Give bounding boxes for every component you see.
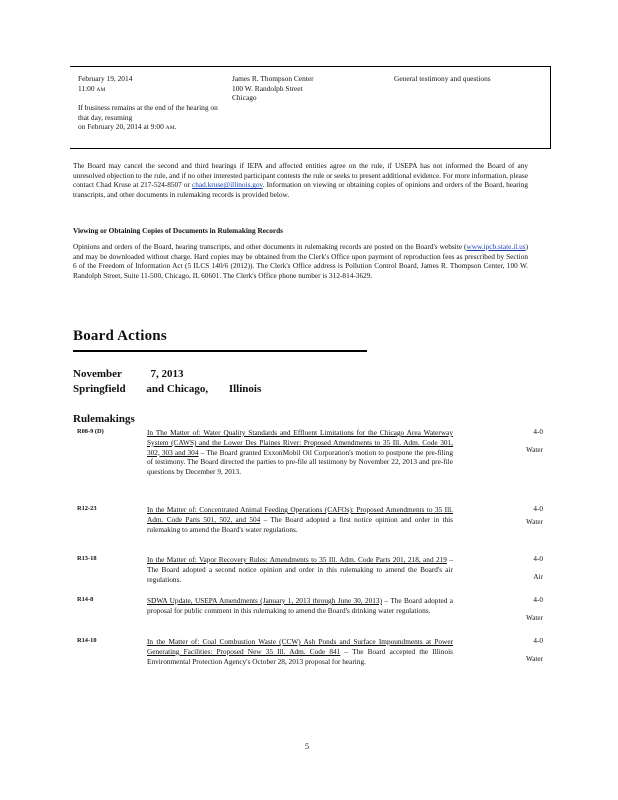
meeting-place-1: Springfield [73, 383, 126, 395]
board-actions-title: Board Actions [73, 328, 167, 344]
table-top-border [70, 66, 551, 67]
docket-summary: – The Board granted ExxonMobil Oil Corporation's motion to postpone the pre-filing of testimony. The Board directed the parties to pre-file all testimony by November 22, 2013 and pre-file questions by December 9, 2013. [147, 447, 453, 477]
docket-summary: – The Board adopted a second notice opinion and order in this rulemaking to amend the Board's air regulations. [147, 555, 453, 584]
docket-description [147, 505, 453, 534]
hearing-time-suffix: AM [96, 86, 106, 93]
copies-paragraph [73, 242, 528, 281]
docket-title: In the Matter of: Coal Combustion Waste (CCW) Ash Ponds and Surface Impoundments at Power Generating Facilities: Proposed New 35 Ill. Adm. Code 841 [147, 637, 453, 656]
location-line-3: Chicago [232, 93, 257, 103]
docket-summary: – The Board adopted a first notice opinion and order in this rulemaking to amend the Board's water regulations. [147, 514, 453, 534]
meeting-date [73, 368, 183, 380]
hearing-type: General testimony and questions [394, 74, 491, 83]
category: Air [533, 573, 543, 581]
p2-text-b: ) and may be downloaded without charge. Hard copies may be obtained from the Clerk's Office upon payment of reproduction fees as prescribed by Section 6 of the Freedom of Information Act (5 ILCS 140/6 (2012)). The Clerk's Office address is Pollution Control Board, James R. Thompson Center, 100 W. Randolph Street, Suite 11-500, Chicago, IL 60601. The Clerk's Office phone number is 312-814-3629. [73, 242, 528, 281]
docket-description [147, 555, 453, 584]
docket-number: R13-18 [77, 555, 97, 562]
docket-title: SDWA Update, USEPA Amendments (January 1, 2013 through June 30, 2013) [147, 596, 383, 605]
vote-count: 4-0 [533, 505, 543, 513]
cancellation-paragraph [73, 161, 528, 200]
category: Water [526, 446, 543, 454]
docket-number: R14-10 [77, 637, 97, 644]
vote-count: 4-0 [533, 428, 543, 436]
docket-description [147, 428, 453, 477]
hearing-location-cell [232, 74, 382, 103]
continuation-text-a: If business remains at the end of the hearing on that day, resuming [78, 103, 218, 122]
location-line-2: 100 W. Randolph Street [232, 83, 303, 93]
location-line-1: James R. Thompson Center [232, 74, 314, 83]
docket-description [147, 596, 453, 616]
title-divider [73, 350, 367, 352]
docket-summary: – The Board adopted a proposal for public comment in this rulemaking to amend the Board's drinking water regulations. [147, 596, 453, 615]
category: Water [526, 655, 543, 663]
email-link[interactable]: chad.kruse@illinois.gov [192, 180, 263, 190]
hearing-date-cell [78, 74, 224, 95]
category: Water [526, 518, 543, 526]
vote-count: 4-0 [533, 555, 543, 563]
docket-title: In the Matter of: Vapor Recovery Rules: Amendments to 35 Ill. Adm. Code Parts 201, 218, and 219 [147, 555, 447, 564]
continuation-end: . [174, 122, 177, 132]
hearing-type-cell [394, 74, 544, 84]
meeting-place [73, 383, 261, 395]
hearing-continuation-cell [78, 103, 224, 134]
vote-count: 4-0 [533, 596, 543, 604]
meeting-day-year: 7, 2013 [150, 368, 184, 380]
hearing-date: February 19, 2014 [78, 74, 133, 83]
rulemakings-heading: Rulemakings [73, 413, 135, 425]
website-link[interactable]: www.ipcb.state.il.us [466, 242, 526, 251]
hearing-time: 11:00 [78, 83, 95, 93]
docket-number: R14-8 [77, 596, 94, 603]
p1-text-a: The Board may cancel the second and third hearings if IEPA and affected entities agree on the rule, if USEPA has not informed the Board of any unresolved objection to the rule, and if no other interested participant contests the rule or seeks to present additional evidence. For more information, please contact Chad Kruse at 217-524-8507 or [73, 161, 528, 190]
category: Water [526, 614, 543, 622]
docket-summary: – The Board accepted the Illinois Environmental Protection Agency's October 28, 2013 proposal for hearing. [147, 646, 453, 666]
docket-description [147, 637, 453, 666]
continuation-suffix: AM [165, 125, 175, 132]
meeting-place-2: and Chicago, [146, 383, 209, 395]
meeting-month: November [73, 368, 122, 380]
p1-text-b: . Information on viewing or obtaining copies of opinions and orders of the Board, hearing transcripts, and other documents in rulemaking records is provided below. [73, 180, 528, 200]
docket-number: R12-23 [77, 505, 97, 512]
vote-count: 4-0 [533, 637, 543, 645]
meeting-place-3: Illinois [228, 383, 262, 395]
docket-title: In the Matter of: Concentrated Animal Feeding Operations (CAFOs): Proposed Amendments to 35 Ill. Adm. Code Parts 501, 502, and 504 [147, 505, 453, 524]
hearing-table [70, 66, 551, 149]
page-number: 5 [305, 742, 309, 751]
continuation-text-b: on February 20, 2014 at 9:00 [78, 122, 164, 132]
docket-title: In The Matter of: Water Quality Standards and Effluent Limitations for the Chicago Area Waterway System (CAWS) and the Lower Des Plaines River: Proposed Amendments to 35 Ill. Adm. Code 301, 302, 303 and 304 [147, 428, 453, 457]
docket-number: R08-9 (D) [77, 428, 104, 435]
p2-text-a: Opinions and orders of the Board, hearing transcripts, and other documents in rulemaking records are posted on the Board's website ( [73, 242, 467, 251]
viewing-heading: Viewing or Obtaining Copies of Documents in Rulemaking Records [73, 226, 283, 235]
